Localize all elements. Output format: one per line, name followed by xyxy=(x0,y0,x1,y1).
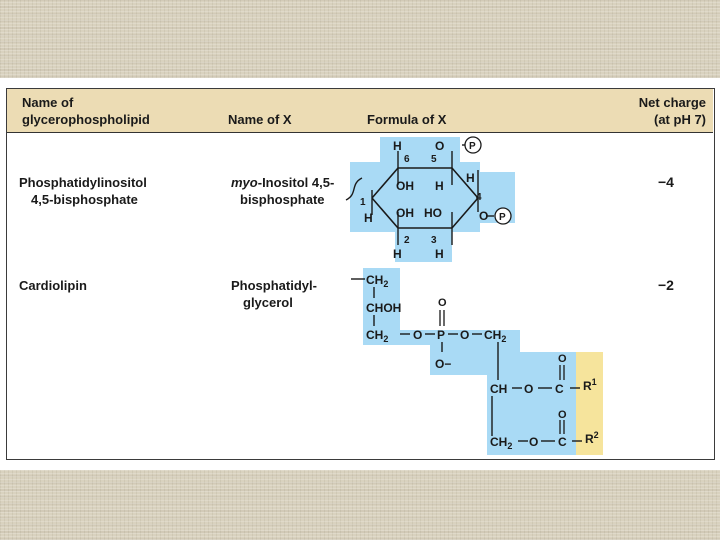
inositol-formula xyxy=(346,137,515,262)
inositol-atom-15: 2 xyxy=(404,235,410,246)
cardiolipin-atom-4: O xyxy=(413,328,423,342)
cardiolipin-atom-9: O xyxy=(558,353,567,365)
inositol-atom-16: 3 xyxy=(431,235,437,246)
header-col1-line1: Name of xyxy=(22,95,74,110)
inositol-atom-13: O xyxy=(479,209,489,223)
inositol-atom-2: P xyxy=(469,141,476,152)
cardiolipin-atom-0: $CH_2$ xyxy=(366,273,389,289)
cardiolipin-atom-6: O xyxy=(460,328,470,342)
inositol-atom-12: HO xyxy=(424,206,442,220)
cardiolipin-atom-5: P xyxy=(437,328,446,342)
row2-x-line1: Phosphatidyl- xyxy=(231,278,317,293)
row2-net-charge: −2 xyxy=(658,277,674,293)
row1-x-line1-rest: -Inositol 4,5- xyxy=(257,175,335,190)
row1-name-line2: 4,5-bisphosphate xyxy=(31,192,138,207)
header-col3: Formula of X xyxy=(367,112,447,127)
row2-x-line2: glycerol xyxy=(243,295,293,310)
inositol-atom-18: H xyxy=(435,247,444,261)
inositol-atom-0: H xyxy=(393,139,402,153)
header-col4-line2: (at pH 7) xyxy=(654,112,706,127)
cardiolipin-atom-12: C xyxy=(555,382,564,396)
inositol-atom-4: 5 xyxy=(431,154,437,165)
cardiolipin-atom-8: O− xyxy=(435,357,452,371)
cardiolipin-atom-3: $CH_2$ xyxy=(366,328,389,344)
inositol-atom-10: H xyxy=(364,211,373,225)
inositol-atom-6: H xyxy=(435,179,444,193)
header-col1-line2: glycerophospholipid xyxy=(22,112,150,127)
cardiolipin-atom-10: CH xyxy=(490,382,508,396)
row2-name: Cardiolipin xyxy=(19,278,87,293)
cardiolipin-blue-highlight xyxy=(363,268,576,455)
inositol-atom-7: H xyxy=(466,171,475,185)
inositol-atom-17: H xyxy=(393,247,402,261)
inositol-atom-8: 4 xyxy=(476,192,482,203)
cardiolipin-atom-14: O xyxy=(558,409,567,421)
cardiolipin-atom-13: $R^1$ xyxy=(583,377,597,393)
inositol-atom-14: P xyxy=(499,212,506,223)
inositol-atom-11: OH xyxy=(396,206,414,220)
row1-net-charge: −4 xyxy=(658,174,674,190)
cardiolipin-atom-15: $CH_2$ xyxy=(490,435,513,451)
header-col2: Name of X xyxy=(228,112,292,127)
cardiolipin-formula xyxy=(351,268,603,455)
cardiolipin-atom-17: C xyxy=(558,435,567,449)
row1-x-prefix: myo xyxy=(231,175,258,190)
row1-x-line2: bisphosphate xyxy=(240,192,325,207)
cardiolipin-atom-18: $R^2$ xyxy=(585,430,599,446)
cardiolipin-atom-7: $CH_2$ xyxy=(484,328,507,344)
inositol-atom-3: 6 xyxy=(404,154,410,165)
inositol-atom-5: OH xyxy=(396,179,414,193)
inositol-atom-9: 1 xyxy=(360,197,366,208)
header-col4-line1: Net charge xyxy=(638,95,706,110)
inositol-atom-1: O xyxy=(435,139,445,153)
cardiolipin-atom-16: O xyxy=(529,435,539,449)
cardiolipin-atom-2: O xyxy=(438,297,447,309)
cardiolipin-atom-11: O xyxy=(524,382,534,396)
row1-name-line1: Phosphatidylinositol xyxy=(19,175,147,190)
cardiolipin-atom-1: CHOH xyxy=(366,301,402,315)
